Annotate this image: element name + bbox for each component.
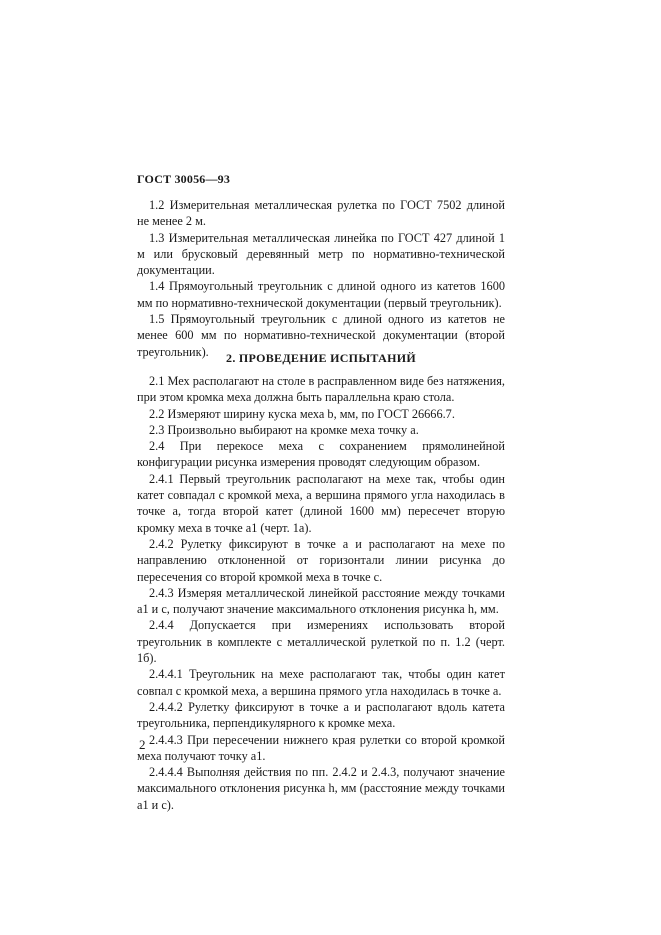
paragraph-2-2: 2.2 Измеряют ширину куска меха b, мм, по ГОСТ 26666.7. <box>149 406 455 421</box>
paragraph-2-4-4-4: 2.4.4.4 Выполняя действия по пп. 2.4.2 и 2.4.3, получают значение максимального отклонения рисунка h, мм (расстояние между точками a1 и c). <box>137 765 505 812</box>
section-title: 2. ПРОВЕДЕНИЕ ИСПЫТАНИЙ <box>226 351 416 365</box>
paragraph-2-4-3: 2.4.3 Измеряя металлической линейкой расстояние между точками a1 и c, получают значение максимального отклонения рисунка h, мм. <box>137 585 505 617</box>
test-procedure <box>137 373 505 813</box>
paragraph-2-1: 2.1 Мех располагают на столе в расправленном виде без натяжения, при этом кромка меха должна быть параллельна краю стола. <box>137 374 505 405</box>
paragraph-2-4-1: 2.4.1 Первый треугольник располагают на мехе так, чтобы один катет совпадал с кромкой меха, а вершина прямого угла находилась в точке a, тогда второй катет (длиной 1600 мм) пересечет вторую кромку меха в точке a1 (черт. 1а). <box>137 471 505 535</box>
paragraph-2-4: 2.4 При перекосе меха с сохранением прямолинейной конфигурации рисунка измерения проводят следующим образом. <box>137 439 505 470</box>
paragraph-2-4-2: 2.4.2 Рулетку фиксируют в точке a и располагают на мехе по направлению отклоненной от горизонтали линии рисунка до пересечения со второй кромкой меха в точке c. <box>137 536 505 584</box>
page-number: 2 <box>139 737 146 752</box>
document-header: ГОСТ 30056—93 <box>137 172 231 186</box>
paragraph-1-2: 1.2 Измерительная металлическая рулетка по ГОСТ 7502 длиной не менее 2 м. <box>137 198 505 229</box>
equipment-list <box>137 197 505 360</box>
paragraph-1-3: 1.3 Измерительная металлическая линейка по ГОСТ 427 длиной 1 м или брусковый деревянный метр по нормативно-технической документации. <box>137 230 505 278</box>
paragraph-1-4: 1.4 Прямоугольный треугольник с длиной одного из катетов 1600 мм по нормативно-технической документации (первый треугольник). <box>137 279 505 310</box>
paragraph-2-4-4-2: 2.4.4.2 Рулетку фиксируют в точке a и располагают вдоль катета треугольника, перпендикулярного к кромке меха. <box>137 699 505 731</box>
paragraph-2-4-4-3: 2.4.4.3 При пересечении нижнего края рулетки со второй кромкой меха получают точку a1. <box>137 732 505 763</box>
paragraph-1-5: 1.5 Прямоугольный треугольник с длиной одного из катетов не менее 600 мм по нормативно-технической документации (второй треугольник). <box>137 312 505 359</box>
paragraph-2-4-4: 2.4.4 Допускается при измерениях использовать второй треугольник в комплекте с металлической рулеткой по п. 1.2 (черт. 1б). <box>137 618 505 666</box>
paragraph-2-4-4-1: 2.4.4.1 Треугольник на мехе располагают так, чтобы один катет совпал с кромкой меха, а вершина прямого угла находилась в точке a. <box>137 667 505 698</box>
paragraph-2-3: 2.3 Произвольно выбирают на кромке меха точку a. <box>149 422 419 437</box>
